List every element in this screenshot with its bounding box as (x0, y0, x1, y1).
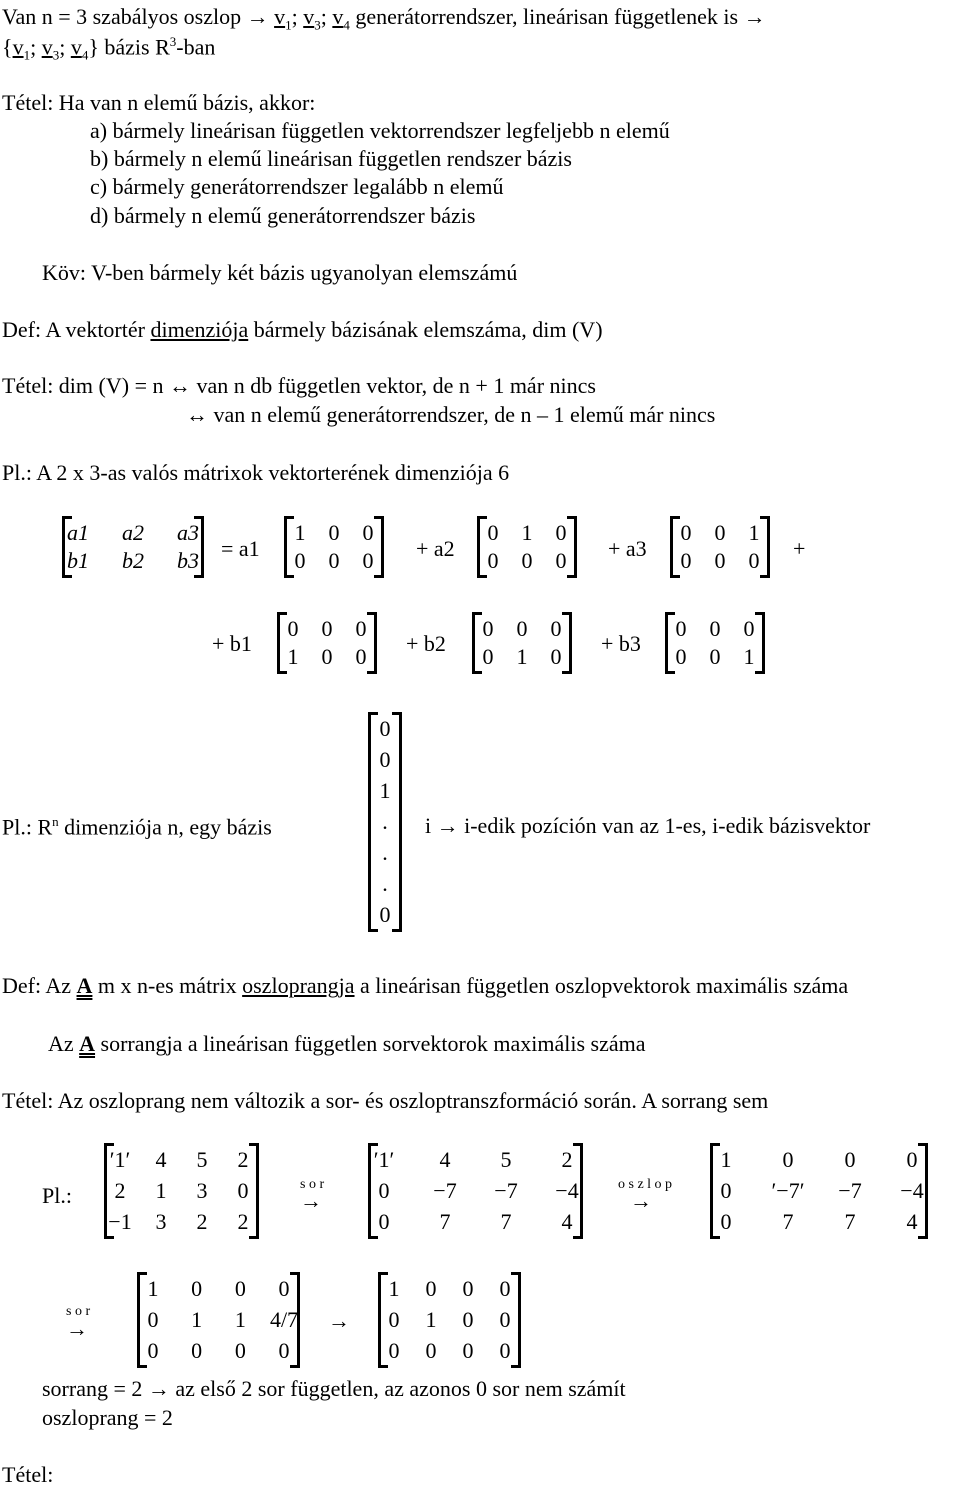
separator: ; (30, 34, 42, 60)
matrix-p5 (378, 1272, 521, 1368)
matrix-cell: 0 (378, 1178, 390, 1203)
theorem-1-heading: Tétel: Ha van n elemű bázis, akkor: (2, 90, 316, 115)
corollary: Köv: V-ben bármely két bázis ugyanolyan elemszámú (42, 260, 518, 285)
matrix-cell: 0 (499, 1307, 511, 1332)
matrix-a (62, 516, 204, 578)
row-op-arrow-2: → (66, 1316, 88, 1341)
arrow-p4-p5: → (328, 1308, 350, 1333)
example-2-label: Pl.: R (2, 814, 53, 840)
matrix-e11 (284, 516, 384, 578)
matrix-cell: 0 (782, 1147, 794, 1172)
subscript-3: 3 (314, 17, 321, 33)
intro-line-2 (2, 35, 215, 62)
matrix-cell: 1 (720, 1147, 732, 1172)
matrix-cell: 0 (499, 1338, 511, 1363)
matrix-cell: ′−7′ (771, 1178, 805, 1203)
theorem-1-item-b: b) bármely n elemű lineárisan független rendszer bázis (90, 146, 572, 171)
matrix-cell: 0 (287, 616, 299, 641)
matrix-cell: 0 (550, 644, 562, 669)
vector-v1: v (12, 34, 24, 60)
matrix-cell: 0 (521, 548, 533, 573)
matrix-cell: 1 (191, 1307, 203, 1332)
matrix-cell: 0 (328, 520, 340, 545)
matrix-cell: −4 (555, 1178, 579, 1203)
superscript-n: n (52, 814, 59, 829)
matrix-cell: 0 (355, 644, 367, 669)
matrix-cell: 2 (561, 1147, 573, 1172)
example-1: Pl.: A 2 x 3-as valós mátrixok vektorterének dimenziója 6 (2, 460, 510, 485)
separator: ; (291, 4, 304, 29)
theorem-3: Tétel: Az oszloprang nem változik a sor- és oszloptranszformáció során. A sorrang sem (2, 1088, 769, 1113)
vector-v4: v (332, 4, 344, 29)
matrix-cell: 0 (487, 548, 499, 573)
vector-v4: v (70, 34, 82, 60)
plus-b1: + b1 (212, 631, 252, 656)
matrix-grid (665, 612, 765, 674)
matrix-cell: 0 (425, 1338, 437, 1363)
intro-line-1 (2, 6, 766, 31)
matrix-p2 (368, 1143, 583, 1239)
matrix-cell: a2 (122, 520, 144, 545)
matrix-cell: 0 (844, 1147, 856, 1172)
theorem-1-item-c: c) bármely generátorrendszer legalább n elemű (90, 174, 504, 199)
matrix-cell: 4/7 (269, 1307, 299, 1332)
matrix-cell: −7 (494, 1178, 518, 1203)
definition-row-rank (48, 1033, 645, 1055)
plus-end: + (793, 536, 806, 561)
matrix-cell: −7 (433, 1178, 457, 1203)
matrix-cell: 0 (675, 644, 687, 669)
matrix-symbol-a: A (76, 973, 93, 998)
matrix-cell: 7 (500, 1209, 512, 1234)
vector-v3: v (41, 34, 53, 60)
matrix-cell: 0 (278, 1338, 290, 1363)
matrix-cell: 0 (499, 1276, 511, 1301)
matrix-cell: 1 (748, 520, 760, 545)
plus-b2: + b2 (406, 631, 446, 656)
matrix-e12 (477, 516, 577, 578)
matrix-cell: 0 (709, 616, 721, 641)
matrix-cell: 0 (362, 520, 374, 545)
theorem-1-item-a: a) bármely lineárisan független vektorrendszer legfeljebb n elemű (90, 118, 670, 143)
matrix-cell: 0 (487, 520, 499, 545)
basis-text-end: -ban (176, 34, 216, 60)
matrix-cell: 0 (355, 616, 367, 641)
matrix-grid (710, 1143, 928, 1239)
matrix-cell: 0 (555, 548, 567, 573)
subscript-1: 1 (23, 47, 31, 63)
def2-text-mid: m x n-es mátrix (92, 973, 243, 998)
matrix-cell: 0 (675, 616, 687, 641)
matrix-cell: 0 (748, 548, 760, 573)
matrix-cell: 1 (155, 1178, 167, 1203)
matrix-cell: 2 (237, 1147, 249, 1172)
matrix-cell: 1 (521, 520, 533, 545)
basis-vector (368, 712, 402, 932)
plus-b3: + b3 (601, 631, 641, 656)
matrix-cell: 0 (321, 644, 333, 669)
matrix-cell: 0 (714, 548, 726, 573)
matrix-grid (277, 612, 377, 674)
matrix-cell: 7 (439, 1209, 451, 1234)
matrix-cell: 0 (482, 644, 494, 669)
matrix-p4 (137, 1272, 300, 1368)
matrix-cell: 3 (155, 1209, 167, 1234)
matrix-grid (284, 516, 384, 578)
definition-dimension (2, 319, 603, 341)
superscript-3: 3 (169, 34, 177, 49)
matrix-cell: 2 (237, 1209, 249, 1234)
matrix-cell: 0 (516, 616, 528, 641)
col-op-arrow: → (630, 1188, 652, 1213)
matrix-cell: 0 (147, 1307, 159, 1332)
matrix-p3 (710, 1143, 928, 1239)
matrix-cell: 0 (388, 1307, 400, 1332)
matrix-cell: 0 (680, 520, 692, 545)
matrix-grid (368, 712, 402, 932)
matrix-cell: 1 (379, 778, 391, 803)
row-op-label-2: s o r (66, 1304, 91, 1319)
matrix-e22 (472, 612, 572, 674)
matrix-cell: 3 (196, 1178, 208, 1203)
matrix-cell: b2 (122, 548, 144, 573)
def3-text-end: sorrangja a lineárisan független sorvektorok maximális száma (95, 1031, 646, 1056)
example-2-text: dimenziója n, egy bázis (58, 814, 272, 840)
separator: ; (59, 34, 71, 60)
example-2 (2, 815, 272, 838)
matrix-e21 (277, 612, 377, 674)
matrix-grid (104, 1143, 259, 1239)
brace-open: { (2, 34, 13, 60)
matrix-cell: 7 (782, 1209, 794, 1234)
theorem-4-heading: Tétel: (2, 1462, 54, 1487)
matrix-grid (670, 516, 770, 578)
matrix-grid (137, 1272, 300, 1368)
matrix-cell: 0 (294, 548, 306, 573)
matrix-cell: 0 (234, 1338, 246, 1363)
term-column-rank: oszloprangja (242, 973, 355, 998)
matrix-cell: 4 (906, 1209, 918, 1234)
matrix-cell: 1 (425, 1307, 437, 1332)
matrix-cell: 0 (388, 1338, 400, 1363)
matrix-cell: 0 (362, 548, 374, 573)
matrix-cell: 4 (439, 1147, 451, 1172)
matrix-e23 (665, 612, 765, 674)
definition-column-rank (2, 975, 848, 997)
row-rank-result: sorrang = 2 → az első 2 sor független, az azonos 0 sor nem számít (42, 1376, 626, 1401)
matrix-grid (368, 1143, 583, 1239)
def2-text: Def: Az (2, 973, 77, 998)
matrix-cell: 0 (191, 1276, 203, 1301)
matrix-cell: 1 (147, 1276, 159, 1301)
plus-a2: + a2 (416, 536, 455, 561)
matrix-cell: 0 (462, 1276, 474, 1301)
column-rank-result: oszloprang = 2 (42, 1405, 173, 1430)
matrix-cell: . (382, 840, 388, 865)
matrix-cell: 0 (328, 548, 340, 573)
matrix-cell: 0 (720, 1178, 732, 1203)
matrix-cell: 5 (500, 1147, 512, 1172)
matrix-cell: 0 (720, 1209, 732, 1234)
row-op-label: s o r (300, 1177, 325, 1192)
matrix-cell: 0 (234, 1276, 246, 1301)
matrix-cell: 1 (294, 520, 306, 545)
subscript-4: 4 (343, 17, 350, 33)
separator: ; (320, 4, 333, 29)
vector-v3: v (303, 4, 315, 29)
matrix-grid (472, 612, 572, 674)
row-op-arrow: → (300, 1188, 322, 1213)
matrix-grid (62, 516, 204, 578)
matrix-cell: 4 (561, 1209, 573, 1234)
vector-v1: v (274, 4, 286, 29)
def-text: Def: A vektortér (2, 317, 151, 342)
matrix-cell: 0 (425, 1276, 437, 1301)
matrix-cell: ′1′ (373, 1147, 395, 1172)
matrix-cell: 1 (234, 1307, 246, 1332)
matrix-cell: 0 (714, 520, 726, 545)
matrix-cell: 1 (516, 644, 528, 669)
basis-text: } bázis R (88, 34, 170, 60)
col-op-label: o s z l o p (618, 1177, 673, 1192)
matrix-cell: 1 (287, 644, 299, 669)
matrix-cell: 0 (378, 1209, 390, 1234)
term-dimension: dimenziója (150, 317, 249, 342)
matrix-cell: 0 (147, 1338, 159, 1363)
example-3-label: Pl.: (42, 1183, 72, 1208)
def-text-end: bármely bázisának elemszáma, dim (V) (248, 317, 603, 342)
matrix-e13 (670, 516, 770, 578)
matrix-cell: −7 (838, 1178, 862, 1203)
subscript-3: 3 (52, 47, 60, 63)
example-2-explanation: i → i-edik pozíción van az 1-es, i-edik bázisvektor (425, 813, 871, 838)
matrix-cell: −1 (108, 1209, 132, 1234)
matrix-p1 (104, 1143, 259, 1239)
matrix-cell: 0 (379, 716, 391, 741)
matrix-cell: 0 (550, 616, 562, 641)
matrix-cell: 2 (196, 1209, 208, 1234)
matrix-cell: 2 (114, 1178, 126, 1203)
matrix-cell: 4 (155, 1147, 167, 1172)
theorem-2-line-1: Tétel: dim (V) = n ↔ van n db független vektor, de n + 1 már nincs (2, 373, 596, 398)
matrix-cell: 0 (321, 616, 333, 641)
intro-text-end: generátorrendszer, lineárisan függetlenek is → (349, 4, 766, 29)
matrix-cell: a1 (67, 520, 89, 545)
matrix-cell: . (382, 871, 388, 896)
matrix-cell: 0 (482, 616, 494, 641)
matrix-cell: a3 (177, 520, 199, 545)
matrix-cell: 0 (555, 520, 567, 545)
matrix-cell: ′1′ (109, 1147, 131, 1172)
matrix-cell: 0 (237, 1178, 249, 1203)
matrix-cell: b3 (177, 548, 199, 573)
matrix-cell: 0 (462, 1338, 474, 1363)
matrix-grid (378, 1272, 521, 1368)
matrix-cell: 1 (743, 644, 755, 669)
def2-text-end: a lineárisan független oszlopvektorok maximális száma (354, 973, 849, 998)
matrix-cell: 0 (278, 1276, 290, 1301)
matrix-symbol-a: A (79, 1031, 96, 1056)
matrix-cell: b1 (67, 548, 89, 573)
def3-text: Az (48, 1031, 80, 1056)
matrix-cell: 7 (844, 1209, 856, 1234)
matrix-cell: . (382, 809, 388, 834)
matrix-cell: 1 (388, 1276, 400, 1301)
subscript-1: 1 (285, 17, 292, 33)
matrix-cell: 5 (196, 1147, 208, 1172)
matrix-grid (477, 516, 577, 578)
matrix-cell: 0 (906, 1147, 918, 1172)
intro-text: Van n = 3 szabályos oszlop → (2, 4, 275, 29)
eq-a1: = a1 (221, 536, 260, 561)
theorem-2-line-2: ↔ van n elemű generátorrendszer, de n – 1 elemű már nincs (186, 402, 716, 427)
matrix-cell: 0 (709, 644, 721, 669)
subscript-4: 4 (81, 47, 89, 63)
theorem-1-item-d: d) bármely n elemű generátorrendszer bázis (90, 203, 476, 228)
plus-a3: + a3 (608, 536, 647, 561)
matrix-cell: 0 (379, 747, 391, 772)
matrix-cell: 0 (743, 616, 755, 641)
matrix-cell: 0 (379, 902, 391, 927)
matrix-cell: 0 (191, 1338, 203, 1363)
matrix-cell: 0 (680, 548, 692, 573)
matrix-cell: 0 (462, 1307, 474, 1332)
matrix-cell: −4 (900, 1178, 924, 1203)
